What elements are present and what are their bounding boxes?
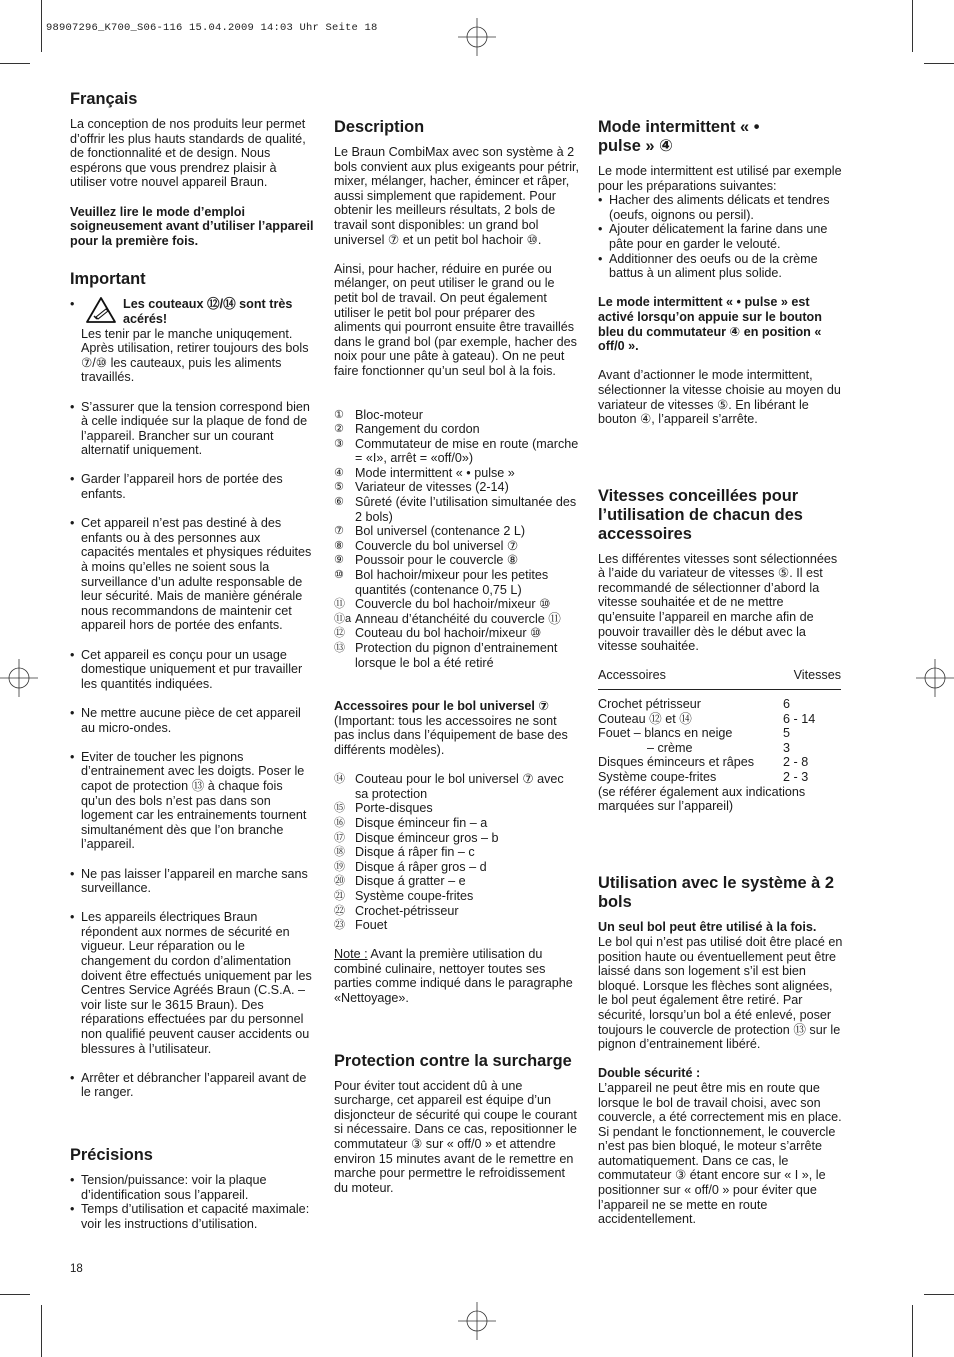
accessories-title: Accessoires pour le bol universel ⑦ xyxy=(334,699,550,714)
page-number: 18 xyxy=(70,1263,83,1275)
list-item xyxy=(334,641,580,670)
part-number: ⑧ xyxy=(334,539,344,552)
part-label: Couteau pour le bol universel ⑦ avec sa protection xyxy=(355,772,564,801)
list-item xyxy=(334,772,580,801)
crop-mark-bottom-left-v xyxy=(41,1305,42,1357)
part-number: ⑦ xyxy=(334,525,344,538)
part-label: Couteau du bol hachoir/mixeur ⑩ xyxy=(355,626,542,641)
list-item: • S’assurer que la tension correspond bien à celle indiquée sur la plaque de fond de l’appareil. Brancher sur un courant alternatif uniquement. xyxy=(70,400,315,458)
knife-handling-text: Les tenir par le manche uniquqement. Après utilisation, retirer toujours des bols ⑦/⑩ les cauteaux, puis les aliments travaillés. xyxy=(81,326,309,385)
list-item: • Ajouter délicatement la farine dans une pâte pour en garder le velouté. xyxy=(598,222,844,251)
pulse-list xyxy=(598,193,844,281)
print-slug: 98907296_K700_S06-116 15.04.2009 14:03 Uhr Seite 18 xyxy=(46,22,378,34)
part-label: Mode intermittent « • pulse » xyxy=(355,465,515,480)
part-label: Bol hachoir/mixeur pour les petites quantités (contenance 0,75 L) xyxy=(355,568,549,597)
section-title-vitesses: Vitesses conceillées pour l’utilisation de chacun des accessoires xyxy=(598,486,803,543)
list-item xyxy=(334,889,580,904)
registration-mark-left-icon xyxy=(0,659,38,697)
list-item xyxy=(334,539,580,554)
list-item xyxy=(70,297,315,385)
part-number: ㉒ xyxy=(334,904,345,917)
part-number: ㉑ xyxy=(334,889,345,902)
part-label: Disque á gratter – e xyxy=(355,874,466,889)
list-item xyxy=(334,816,580,831)
list-item: • Ne mettre aucune pièce de cet appareil au micro-ondes. xyxy=(70,706,315,735)
list-item: • Arrêter et débrancher l’appareil avant de le ranger. xyxy=(70,1071,315,1100)
part-label: Bol universel (contenance 2 L) xyxy=(355,524,526,539)
one-bowl-text: Le bol qui n’est pas utilisé doit être placé en position haute ou éventuellement peut être laissé dans son logement s’il est bien bloqué. Lorsque les flèches sont alignées, le bol peut également être retiré. Par sécurité, lorsqu’un bol a été enlevé, poser toujours le couvercle de protection ⑬ sur le pignon d’entrainement libéré. xyxy=(598,934,843,1052)
crop-mark-top-left-v xyxy=(41,0,42,52)
vitesses-intro: Les différentes vitesses sont sélectionnées à l’aide du variateur de vitesses ⑤. Il est recommandé de sélectionner d’abord la vitesse souhaitée et de ne mettre qu’ensuite l’appareil en marche afin de pouvoir travailler dès le début avec la vitesse souhaitée. xyxy=(598,551,838,654)
list-item xyxy=(334,612,580,627)
section-title-description: Description xyxy=(334,118,425,136)
part-label: Disque éminceur gros – b xyxy=(355,830,499,845)
crop-mark-top-right-h xyxy=(924,63,954,64)
part-label: Disque á râper fin – c xyxy=(355,845,475,860)
list-item: • Eviter de toucher les pignons d’entrainement avec les doigts. Poser le capot de protection ⑬ à chaque fois qu’un des bols n’est pas dans son logement car les entrainements tournent simultanément dès que l’on branche l’appareil. xyxy=(70,750,315,852)
section-title-surcharge: Protection contre la surcharge xyxy=(334,1051,572,1070)
table-row: – crème 3 xyxy=(647,740,791,755)
part-label: Variateur de vitesses (2-14) xyxy=(355,480,509,495)
list-item xyxy=(334,801,580,816)
crop-mark-bottom-left-h xyxy=(0,1294,30,1295)
part-number: ⑱ xyxy=(334,846,345,859)
pulse-text: Avant d’actionner le mode intermittent, sélectionner la vitesse choisie au moyen du variateur de vitesses ⑤. En libérant le bouton ④, l’appareil s’arrête. xyxy=(598,368,841,427)
part-number: ⑨ xyxy=(334,554,344,567)
part-number: ⑰ xyxy=(334,831,345,844)
crop-mark-bottom-right-h xyxy=(924,1294,954,1295)
list-item xyxy=(334,422,580,437)
part-number: ⑯ xyxy=(334,816,345,829)
part-number: ④ xyxy=(334,466,344,479)
section-title-important: Important xyxy=(70,270,146,289)
table-header xyxy=(598,668,841,689)
registration-mark-top-icon xyxy=(458,18,496,56)
part-number: ⑫ xyxy=(334,627,345,640)
part-number: ③ xyxy=(334,437,344,450)
part-label: Crochet-pétrisseur xyxy=(355,903,459,918)
col-accessoires: Accessoires xyxy=(598,668,666,683)
accessories-note: (Important: tous les accessoires ne sont pas inclus dans l’équipement de base des différents modèles). xyxy=(334,713,568,757)
double-securite-text: L’appareil ne peut être mis en route que lorsque le bol de travail choisi, avec son couvercle, a été correctement mis en place. Si pendant le fonctionnement, le couvercle n’est pas bien bloqué, le moteur s’arrête automatiquement. Dans ce cas, le commutateur ③ étant encore sur « I », le positionner sur « off/0 » pour éviter que l’appareil ne se mette en route accidentellement. xyxy=(598,1080,842,1227)
part-number: ① xyxy=(334,408,344,421)
note-label: Note : xyxy=(334,947,368,962)
part-label: Porte-disques xyxy=(355,801,433,816)
knife-warning-icon xyxy=(85,296,117,324)
table-row: Système coupe-frites 2 - 3 xyxy=(598,770,809,784)
list-item xyxy=(334,918,580,933)
list-item xyxy=(334,845,580,860)
list-item xyxy=(334,437,580,466)
part-number: ⑥ xyxy=(334,496,344,509)
part-number: ⑤ xyxy=(334,481,344,494)
col-vitesses: Vitesses xyxy=(793,668,841,683)
list-item: • Hacher des aliments délicats et tendres (oeufs, oignons ou persil). xyxy=(598,193,844,222)
part-number: ⑮ xyxy=(334,802,345,815)
double-securite-title: Double sécurité : xyxy=(598,1066,701,1081)
description-paragraph-1: Le Braun CombiMax avec son système à 2 bols convient aux plus exigeants pour pétrir, mixer, mélanger, hacher, émincer et râper, aussi simplement que rapidement. Pour obtenir les meilleurs résultats, 2 bols de travail sont disponibles: un grand bol universel ⑦ et un petit bol hachoir ⑩. xyxy=(334,145,580,247)
section-title-francais: Français xyxy=(70,90,138,108)
list-item: • Temps d’utilisation et capacité maximale: voir les instructions d’utilisation. xyxy=(70,1202,315,1231)
list-item: • Additionner des oeufs ou de la crème battus à un aliment plus solide. xyxy=(598,252,844,281)
surcharge-text: Pour éviter tout accident dû à une surcharge, cet appareil est équipe d’un disjoncteur de sécurité qui coupe le courant si nécessaire. Dans ce cas, repositionner le commutateur ③ sur « off/0 » et attendre environ 15 minutes avant de le remettre en marche pour permettre le refroidissement du moteur. xyxy=(334,1078,577,1195)
part-label: Poussoir pour le couvercle ⑧ xyxy=(355,553,519,568)
part-number: ⑲ xyxy=(334,860,345,873)
accessories-list xyxy=(334,772,580,933)
pulse-activation-note: Le mode intermittent « • pulse » est activé lorsqu’on appuie sur le bouton bleu du commutateur ④ en position « off/0 ». xyxy=(598,295,822,354)
note-text: Avant la première utilisation du combiné culinaire, nettoyer toutes ses parties comme indiqué dans le paragraphe «Nettoyage». xyxy=(334,947,573,1006)
list-item xyxy=(334,553,580,568)
list-item xyxy=(334,597,580,612)
part-number: ㉓ xyxy=(334,919,345,932)
important-list xyxy=(70,297,315,1100)
part-label: Rangement du cordon xyxy=(355,422,480,437)
registration-mark-bottom-icon xyxy=(458,1302,496,1340)
table-row: Disques éminceurs et râpes 2 - 8 xyxy=(598,755,809,770)
table-row: Fouet – blancs en neige 5 xyxy=(598,726,791,741)
pulse-intro: Le mode intermittent est utilisé par exemple pour les préparations suivantes: xyxy=(598,164,842,193)
part-label: Commutateur de mise en route (marche = «I», arrêt = «off/0») xyxy=(355,436,579,466)
part-number: ⑩ xyxy=(334,569,344,582)
list-item xyxy=(334,408,580,423)
list-item xyxy=(334,568,580,597)
precisions-list xyxy=(70,1173,315,1231)
part-number: ⑭ xyxy=(334,773,345,786)
part-label: Couvercle du bol hachoir/mixeur ⑩ xyxy=(355,597,551,612)
part-label: Sûreté (évite l’utilisation simultanée des 2 bols) xyxy=(355,495,577,524)
part-label: Système coupe-frites xyxy=(355,888,474,903)
part-label: Couvercle du bol universel ⑦ xyxy=(355,538,519,553)
intro-text: La conception de nos produits leur permet d’offrir les plus hauts standards de qualité, de fonctionnalité et de design. Nous espérons que vous prendrez plaisir à utiliser votre nouvel appareil Braun. xyxy=(70,117,306,190)
crop-mark-bottom-right-v xyxy=(912,1305,913,1357)
crop-mark-top-right-v xyxy=(912,0,913,52)
section-title-pulse: Mode intermittent « • pulse » ④ xyxy=(598,118,760,155)
description-paragraph-2: Ainsi, pour hacher, réduire en purée ou mélanger, on peut utiliser le grand ou le petit bol de travail. On peut également utiliser le petit bol pour préparer des aliments qui pourront ensuite être travaillés dans le grand bol (par exemple, hacher des noix pour une pâte à gateau). On ne peut faire fonctionner qu’un seul bol à la fois. xyxy=(334,261,577,378)
list-item xyxy=(334,495,580,524)
list-item xyxy=(334,831,580,846)
list-item: • Les appareils électriques Braun répondent aux normes de sécurité en vigueur. Leur réparation ou le changement du cordon d’alimentation doivent être effectués uniquement par les Centres Service Agréés Braun (C.S.A. – voir liste sur le 3615 Braun). Des réparations effectuées par du personnel non qualifié peuvent causer accidents ou blessures à l’utilisateur. xyxy=(70,910,315,1056)
table-row: (se référer également aux indications marquées sur l’appareil) xyxy=(598,784,806,814)
column-3 xyxy=(598,118,844,1241)
part-label: Disque éminceur fin – a xyxy=(355,815,488,830)
list-item: • Cet appareil n’est pas destiné à des enfants ou à des personnes aux capacités mentales et physiques réduites à moins qu’elles ne soient sous la surveillance d’un adulte responsable de leur sécurité. Mais de manière générale nous recommandons de maintenir cet appareil hors de portée des enfants. xyxy=(70,516,315,633)
one-bowl-note: Un seul bol peut être utilisé à la fois. xyxy=(598,920,817,935)
part-number: ② xyxy=(334,423,344,436)
column-1 xyxy=(70,90,315,1231)
part-label: Fouet xyxy=(355,918,388,933)
part-number: ⑪ xyxy=(334,598,345,611)
list-item: • Tension/puissance: voir la plaque d’identification sous l’appareil. xyxy=(70,1173,315,1202)
section-title-precisions: Précisions xyxy=(70,1146,153,1164)
parts-list xyxy=(334,408,580,671)
knife-warning-text: • Les couteaux ⑫/⑭ sont très acérés! xyxy=(123,297,293,326)
read-manual-note: Veuillez lire le mode d’emploi soigneusement avant d’utiliser l’appareil pour la première fois. xyxy=(70,204,314,248)
list-item: • Ne pas laisser l’appareil en marche sans surveillance. xyxy=(70,867,315,896)
column-2 xyxy=(334,118,580,1210)
list-item xyxy=(334,466,580,481)
list-item: • Cet appareil es conçu pour un usage domestique uniquement et pur travailler les quantités indiquées. xyxy=(70,648,315,692)
registration-mark-right-icon xyxy=(916,659,954,697)
table-row: Couteau ⑫ et ⑭ 6 - 14 xyxy=(598,711,816,726)
list-item xyxy=(334,904,580,919)
part-label: Protection du pignon d’entrainement lorsque le bol a été retiré xyxy=(355,641,558,670)
part-number: ⑳ xyxy=(334,875,345,888)
list-item xyxy=(334,860,580,875)
part-number: ⑬ xyxy=(334,642,345,654)
part-label: Disque á râper gros – d xyxy=(355,859,487,874)
list-item xyxy=(334,524,580,539)
list-item xyxy=(334,874,580,889)
table-row: Crochet pétrisseur 6 xyxy=(598,697,791,712)
part-number: ⑪a xyxy=(334,612,352,625)
list-item xyxy=(334,480,580,495)
crop-mark-top-left-h xyxy=(0,63,30,64)
part-label: Anneau d’étanchéité du couvercle ⑪ xyxy=(355,611,561,626)
section-title-deux-bols: Utilisation avec le système à 2 bols xyxy=(598,874,834,912)
list-item xyxy=(334,626,580,641)
speed-table xyxy=(598,668,841,813)
first-use-note xyxy=(334,947,580,1005)
list-item: • Garder l’appareil hors de portée des enfants. xyxy=(70,472,315,501)
part-label: Bloc-moteur xyxy=(355,407,423,422)
